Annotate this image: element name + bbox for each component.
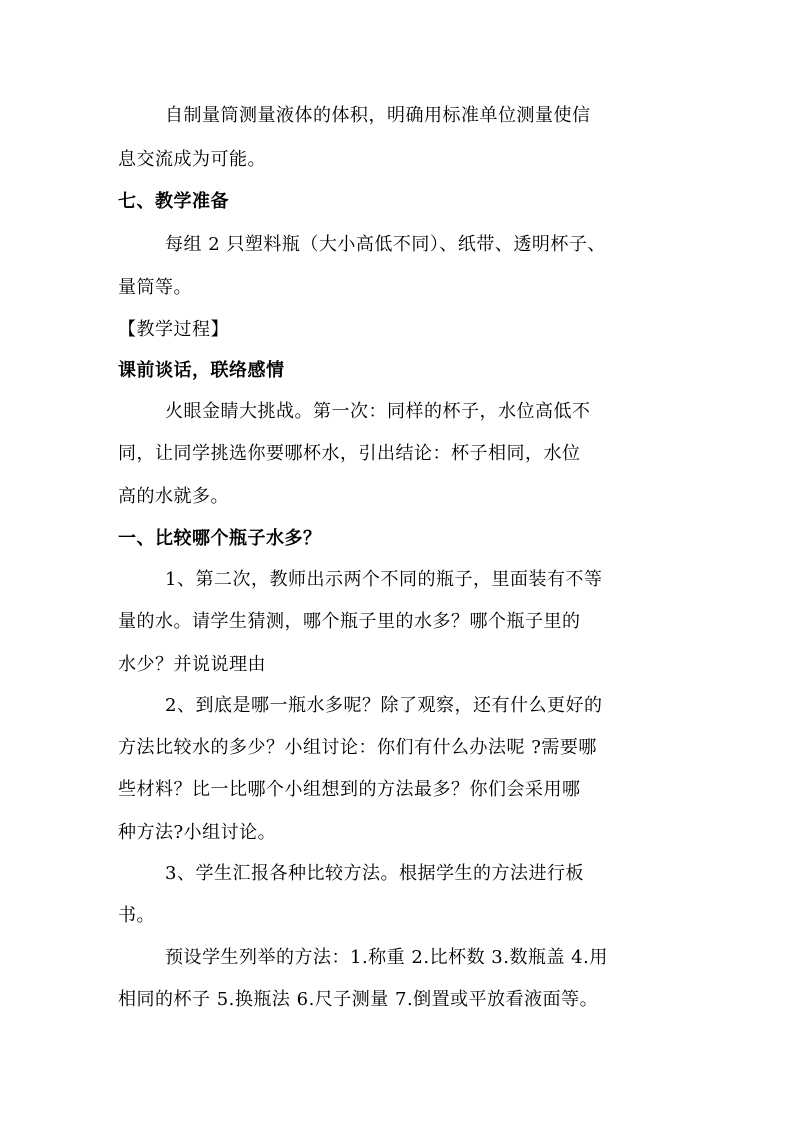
paragraph-line: 书。 [118,905,155,926]
paragraph-line: 些材料？比一比哪个小组想到的方法最多？你们会采用哪 [118,779,581,800]
paragraph-line: 量筒等。 [118,277,192,298]
paragraph-line: 1、第二次，教师出示两个不同的瓶子，里面装有不等 [165,569,603,590]
paragraph-line: 方法比较水的多少？小组讨论：你们有什么办法呢 ?需要哪 [118,737,597,758]
paragraph-line: 量的水。请学生猜测，哪个瓶子里的水多？哪个瓶子里的 [118,611,581,632]
paragraph-line: 水少？并说说理由 [118,654,266,675]
paragraph-line: 同，让同学挑选你要哪杯水，引出结论：杯子相同，水位 [118,443,581,464]
section-heading-teaching-process: 【教学过程】 [118,319,229,340]
paragraph-line: 相同的杯子 5.换瓶法 6.尺子测量 7.倒置或平放看液面等。 [118,989,599,1010]
section-heading-compare-bottles: 一、比较哪个瓶子水多？ [118,528,322,549]
paragraph-line: 息交流成为可能。 [118,149,266,170]
paragraph-line: 2、到底是哪一瓶水多呢？除了观察，还有什么更好的 [165,695,603,716]
subheading-pre-class-talk: 课前谈话，联络感情 [118,360,285,381]
paragraph-line: 3、学生汇报各种比较方法。根据学生的方法进行板 [165,863,584,884]
paragraph-line: 每组 2 只塑料瓶（大小高低不同）、纸带、透明杯子、 [165,234,606,255]
paragraph-line: 火眼金睛大挑战。第一次：同样的杯子，水位高低不 [165,401,591,422]
paragraph-line: 高的水就多。 [118,486,229,507]
paragraph-line: 自制量筒测量液体的体积，明确用标准单位测量使信 [165,105,591,126]
paragraph-line: 种方法?小组讨论。 [118,822,277,843]
section-heading-teaching-preparation: 七、教学准备 [118,191,229,212]
paragraph-line: 预设学生列举的方法：1.称重 2.比杯数 3.数瓶盖 4.用 [165,947,608,968]
